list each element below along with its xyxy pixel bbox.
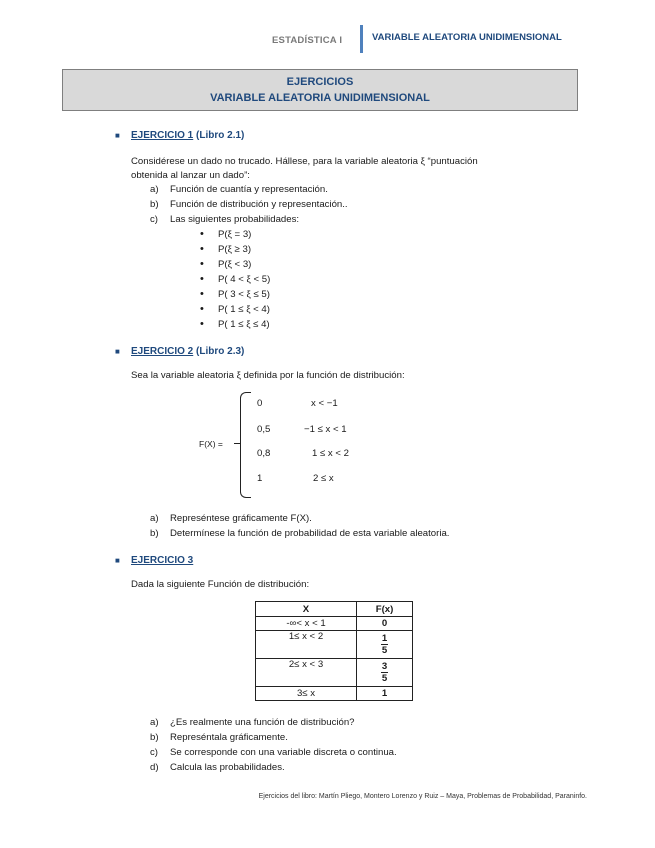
probability-item: • P( 1 ≤ ξ < 4) bbox=[200, 303, 270, 315]
list-item: d) Calcula las probabilidades. bbox=[150, 762, 285, 773]
probability-list bbox=[200, 227, 270, 332]
list-item: c) Se corresponde con una variable discreta o continua. bbox=[150, 747, 397, 758]
table-header-fx: F(x) bbox=[357, 602, 413, 617]
exercise-3-heading bbox=[131, 555, 193, 566]
footer-citation: Ejercicios del libro: Martín Pliego, Montero Lorenzo y Ruiz – Maya, Problemas de Probabilidad, Paraninfo. bbox=[258, 793, 587, 800]
case-condition: −1 ≤ x < 1 bbox=[304, 424, 347, 435]
table-cell: 2≤ x < 3 bbox=[256, 659, 357, 687]
brace-tip bbox=[234, 443, 241, 444]
table-cell: -∞< x < 1 bbox=[256, 617, 357, 631]
probability-item: • P(ξ ≥ 3) bbox=[200, 243, 252, 255]
case-value: 0,8 bbox=[257, 448, 271, 459]
list-item: c) Las siguientes probabilidades: bbox=[150, 214, 300, 225]
exercise-1-intro-line-1: Considérese un dado no trucado. Hállese, para la variable aleatoria ξ “puntuación bbox=[131, 156, 478, 167]
table-cell: 3≤ x bbox=[256, 687, 357, 701]
list-item: a) ¿Es realmente una función de distribución? bbox=[150, 717, 355, 728]
fx-label: F(X) = bbox=[199, 439, 223, 449]
table-cell: 0 bbox=[357, 617, 413, 631]
exercise-1-title: EJERCICIO 1 bbox=[131, 130, 194, 141]
probability-item: • P(ξ < 3) bbox=[200, 258, 252, 270]
header-subject: ESTADÍSTICA I bbox=[272, 35, 343, 46]
table-row bbox=[256, 631, 413, 659]
fraction: $\frac{1}{5}$ bbox=[381, 633, 388, 656]
list-item: a) Represéntese gráficamente F(X). bbox=[150, 513, 312, 524]
table-header-row bbox=[256, 602, 413, 617]
case-value: 0,5 bbox=[257, 424, 271, 435]
exercise-2-heading bbox=[131, 346, 244, 357]
case-condition: 2 ≤ x bbox=[313, 473, 334, 484]
table-cell bbox=[357, 631, 413, 659]
exercise-2-title: EJERCICIO 2 bbox=[131, 346, 194, 357]
title-box bbox=[62, 69, 578, 111]
list-item: b) Represéntala gráficamente. bbox=[150, 732, 288, 743]
table-row bbox=[256, 659, 413, 687]
exercise-1-list bbox=[150, 182, 348, 227]
probability-item: • P(ξ = 3) bbox=[200, 228, 252, 240]
brace bbox=[240, 392, 251, 498]
bullet-icon: ■ bbox=[115, 131, 120, 140]
exercise-1-ref: (Libro 2.1) bbox=[196, 130, 245, 141]
exercise-1-heading bbox=[131, 130, 244, 141]
header-divider bbox=[360, 25, 363, 53]
probability-item: • P( 3 < ξ ≤ 5) bbox=[200, 288, 270, 300]
case-condition: 1 ≤ x < 2 bbox=[312, 448, 349, 459]
table-cell: 1≤ x < 2 bbox=[256, 631, 357, 659]
exercise-3-intro: Dada la siguiente Función de distribución: bbox=[131, 579, 310, 590]
table-cell: 1 bbox=[357, 687, 413, 701]
list-item: a) Función de cuantía y representación. bbox=[150, 184, 328, 195]
exercise-2-ref: (Libro 2.3) bbox=[196, 346, 245, 357]
distribution-table bbox=[255, 601, 413, 701]
list-item: b) Función de distribución y representación.. bbox=[150, 199, 348, 210]
table-row bbox=[256, 687, 413, 701]
exercise-2-list bbox=[150, 511, 449, 541]
table-row bbox=[256, 617, 413, 631]
exercise-3-title: EJERCICIO 3 bbox=[131, 555, 194, 566]
header-topic: VARIABLE ALEATORIA UNIDIMENSIONAL bbox=[372, 32, 562, 43]
case-value: 1 bbox=[257, 473, 263, 484]
bullet-icon: ■ bbox=[115, 556, 120, 565]
probability-item: • P( 4 < ξ < 5) bbox=[200, 273, 271, 285]
title-line-1: EJERCICIOS bbox=[286, 76, 354, 88]
list-item: b) Determínese la función de probabilidad de esta variable aleatoria. bbox=[150, 528, 450, 539]
table-cell bbox=[357, 659, 413, 687]
table-header-x: X bbox=[256, 602, 357, 617]
case-value: 0 bbox=[257, 398, 263, 409]
bullet-icon: ■ bbox=[115, 347, 120, 356]
case-condition: x < −1 bbox=[311, 398, 338, 409]
title-line-2: VARIABLE ALEATORIA UNIDIMENSIONAL bbox=[210, 92, 430, 104]
exercise-1-intro-line-2: obtenida al lanzar un dado”: bbox=[131, 170, 250, 181]
exercise-2-intro: Sea la variable aleatoria ξ definida por la función de distribución: bbox=[131, 370, 405, 381]
probability-item: • P( 1 ≤ ξ ≤ 4) bbox=[200, 318, 270, 330]
exercise-3-list bbox=[150, 715, 397, 775]
fraction: $\frac{3}{5}$ bbox=[381, 661, 388, 684]
